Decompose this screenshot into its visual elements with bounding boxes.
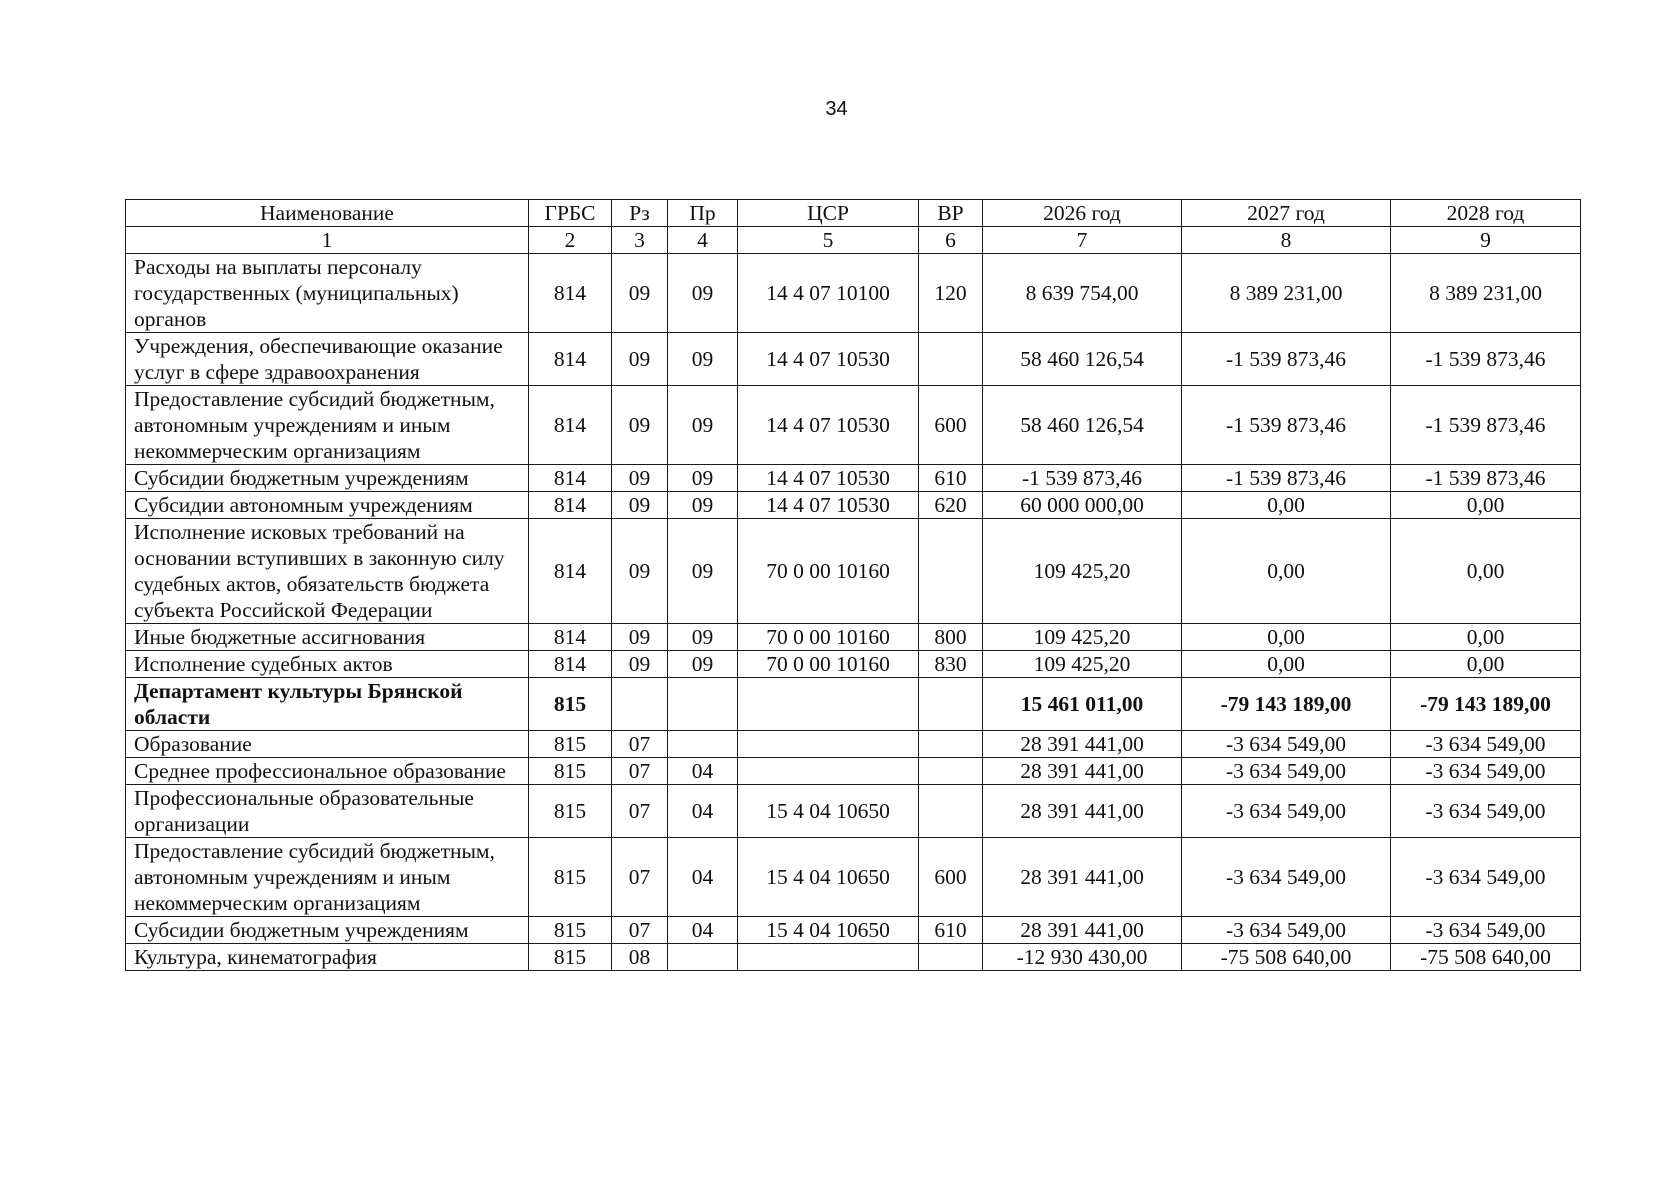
name-cell: Субсидии автономным учреждениям [126,492,529,519]
table-row [126,492,1581,519]
column-number-cell: 8 [1182,227,1391,254]
year-2028-cell: -3 634 549,00 [1391,731,1581,758]
column-number-row [126,227,1581,254]
year-2026-cell: -1 539 873,46 [983,465,1182,492]
grbs-cell: 815 [529,917,612,944]
csr-cell: 14 4 07 10530 [738,465,919,492]
pr-cell: 09 [668,624,738,651]
name-cell: Исполнение судебных актов [126,651,529,678]
year-2028-cell: 0,00 [1391,624,1581,651]
name-cell: Культура, кинематография [126,944,529,971]
grbs-cell: 815 [529,731,612,758]
table-row [126,519,1581,624]
header-cell: Рз [612,200,668,227]
table-row [126,254,1581,333]
year-2026-cell: 8 639 754,00 [983,254,1182,333]
year-2026-cell: 58 460 126,54 [983,333,1182,386]
year-2026-cell: 28 391 441,00 [983,731,1182,758]
header-cell: 2028 год [1391,200,1581,227]
table-row [126,917,1581,944]
csr-cell [738,944,919,971]
year-2026-cell: 28 391 441,00 [983,758,1182,785]
pr-cell: 09 [668,333,738,386]
vr-cell: 830 [919,651,983,678]
pr-cell: 04 [668,758,738,785]
pr-cell: 04 [668,917,738,944]
table-row [126,624,1581,651]
vr-cell: 120 [919,254,983,333]
header-cell: 2026 год [983,200,1182,227]
name-cell: Департамент культуры Брянской области [126,678,529,731]
table-row [126,944,1581,971]
header-cell: ГРБС [529,200,612,227]
pr-cell: 04 [668,838,738,917]
rz-cell: 09 [612,254,668,333]
year-2026-cell: 60 000 000,00 [983,492,1182,519]
vr-cell [919,678,983,731]
grbs-cell: 814 [529,624,612,651]
year-2028-cell: 0,00 [1391,519,1581,624]
grbs-cell: 814 [529,492,612,519]
vr-cell: 800 [919,624,983,651]
rz-cell: 07 [612,838,668,917]
csr-cell [738,758,919,785]
table-row [126,838,1581,917]
year-2026-cell: 109 425,20 [983,651,1182,678]
name-cell: Предоставление субсидий бюджетным, автономным учреждениям и иным некоммерческим организациям [126,838,529,917]
table-row [126,785,1581,838]
name-cell: Образование [126,731,529,758]
rz-cell: 09 [612,651,668,678]
rz-cell: 07 [612,731,668,758]
rz-cell: 07 [612,785,668,838]
year-2028-cell: 0,00 [1391,492,1581,519]
rz-cell: 08 [612,944,668,971]
rz-cell: 09 [612,333,668,386]
vr-cell [919,785,983,838]
year-2026-cell: 28 391 441,00 [983,838,1182,917]
name-cell: Субсидии бюджетным учреждениям [126,917,529,944]
header-cell: ВР [919,200,983,227]
column-number-cell: 2 [529,227,612,254]
column-number-cell: 5 [738,227,919,254]
rz-cell [612,678,668,731]
table-row [126,758,1581,785]
csr-cell: 14 4 07 10100 [738,254,919,333]
year-2028-cell: -1 539 873,46 [1391,465,1581,492]
year-2027-cell: -3 634 549,00 [1182,917,1391,944]
column-number-cell: 6 [919,227,983,254]
year-2027-cell: -3 634 549,00 [1182,785,1391,838]
header-cell: Пр [668,200,738,227]
year-2028-cell: -75 508 640,00 [1391,944,1581,971]
rz-cell: 07 [612,758,668,785]
table-row [126,386,1581,465]
rz-cell: 09 [612,465,668,492]
pr-cell: 09 [668,651,738,678]
year-2028-cell: -3 634 549,00 [1391,785,1581,838]
csr-cell: 14 4 07 10530 [738,492,919,519]
vr-cell [919,758,983,785]
grbs-cell: 815 [529,678,612,731]
table-header-row [126,200,1581,227]
grbs-cell: 814 [529,465,612,492]
year-2027-cell: -79 143 189,00 [1182,678,1391,731]
vr-cell: 600 [919,386,983,465]
year-2028-cell: -1 539 873,46 [1391,386,1581,465]
table-row [126,678,1581,731]
pr-cell [668,678,738,731]
csr-cell: 70 0 00 10160 [738,651,919,678]
rz-cell: 09 [612,492,668,519]
column-number-cell: 4 [668,227,738,254]
name-cell: Расходы на выплаты персоналу государственных (муниципальных) органов [126,254,529,333]
vr-cell [919,944,983,971]
year-2027-cell: 8 389 231,00 [1182,254,1391,333]
pr-cell: 09 [668,519,738,624]
csr-cell: 15 4 04 10650 [738,838,919,917]
rz-cell: 07 [612,917,668,944]
column-number-cell: 9 [1391,227,1581,254]
header-cell: ЦСР [738,200,919,227]
rz-cell: 09 [612,624,668,651]
table-row [126,651,1581,678]
year-2027-cell: -75 508 640,00 [1182,944,1391,971]
pr-cell: 09 [668,465,738,492]
year-2028-cell: 0,00 [1391,651,1581,678]
pr-cell [668,944,738,971]
year-2027-cell: -3 634 549,00 [1182,838,1391,917]
csr-cell: 70 0 00 10160 [738,519,919,624]
year-2028-cell: -3 634 549,00 [1391,917,1581,944]
year-2026-cell: 109 425,20 [983,624,1182,651]
pr-cell: 04 [668,785,738,838]
year-2027-cell: -1 539 873,46 [1182,386,1391,465]
pr-cell: 09 [668,254,738,333]
year-2027-cell: -1 539 873,46 [1182,333,1391,386]
year-2028-cell: -1 539 873,46 [1391,333,1581,386]
grbs-cell: 815 [529,758,612,785]
name-cell: Профессиональные образовательные организации [126,785,529,838]
header-cell: Наименование [126,200,529,227]
year-2027-cell: 0,00 [1182,651,1391,678]
pr-cell: 09 [668,386,738,465]
csr-cell: 70 0 00 10160 [738,624,919,651]
grbs-cell: 814 [529,254,612,333]
year-2028-cell: -3 634 549,00 [1391,758,1581,785]
rz-cell: 09 [612,386,668,465]
table-row [126,465,1581,492]
year-2026-cell: 28 391 441,00 [983,917,1182,944]
name-cell: Предоставление субсидий бюджетным, автономным учреждениям и иным некоммерческим организациям [126,386,529,465]
year-2028-cell: -3 634 549,00 [1391,838,1581,917]
vr-cell: 600 [919,838,983,917]
vr-cell [919,333,983,386]
column-number-cell: 1 [126,227,529,254]
budget-table [125,199,1581,971]
csr-cell: 15 4 04 10650 [738,917,919,944]
grbs-cell: 814 [529,519,612,624]
year-2026-cell: 109 425,20 [983,519,1182,624]
csr-cell [738,731,919,758]
year-2026-cell: 15 461 011,00 [983,678,1182,731]
year-2026-cell: 28 391 441,00 [983,785,1182,838]
csr-cell [738,678,919,731]
csr-cell: 14 4 07 10530 [738,386,919,465]
vr-cell: 610 [919,917,983,944]
grbs-cell: 814 [529,333,612,386]
year-2027-cell: 0,00 [1182,519,1391,624]
rz-cell: 09 [612,519,668,624]
year-2027-cell: -3 634 549,00 [1182,758,1391,785]
table-row [126,731,1581,758]
table-row [126,333,1581,386]
year-2028-cell: -79 143 189,00 [1391,678,1581,731]
name-cell: Учреждения, обеспечивающие оказание услуг в сфере здравоохранения [126,333,529,386]
vr-cell [919,731,983,758]
year-2027-cell: 0,00 [1182,624,1391,651]
csr-cell: 15 4 04 10650 [738,785,919,838]
year-2027-cell: -3 634 549,00 [1182,731,1391,758]
name-cell: Среднее профессиональное образование [126,758,529,785]
column-number-cell: 3 [612,227,668,254]
csr-cell: 14 4 07 10530 [738,333,919,386]
pr-cell: 09 [668,492,738,519]
year-2027-cell: 0,00 [1182,492,1391,519]
year-2027-cell: -1 539 873,46 [1182,465,1391,492]
vr-cell: 610 [919,465,983,492]
header-cell: 2027 год [1182,200,1391,227]
name-cell: Иные бюджетные ассигнования [126,624,529,651]
page-number: 34 [825,98,848,120]
grbs-cell: 814 [529,386,612,465]
vr-cell [919,519,983,624]
name-cell: Субсидии бюджетным учреждениям [126,465,529,492]
grbs-cell: 814 [529,651,612,678]
grbs-cell: 815 [529,785,612,838]
name-cell: Исполнение исковых требований на основании вступивших в законную силу судебных актов, обязательств бюджета субъекта Российской Федерации [126,519,529,624]
grbs-cell: 815 [529,944,612,971]
vr-cell: 620 [919,492,983,519]
year-2026-cell: 58 460 126,54 [983,386,1182,465]
grbs-cell: 815 [529,838,612,917]
year-2028-cell: 8 389 231,00 [1391,254,1581,333]
column-number-cell: 7 [983,227,1182,254]
year-2026-cell: -12 930 430,00 [983,944,1182,971]
pr-cell [668,731,738,758]
